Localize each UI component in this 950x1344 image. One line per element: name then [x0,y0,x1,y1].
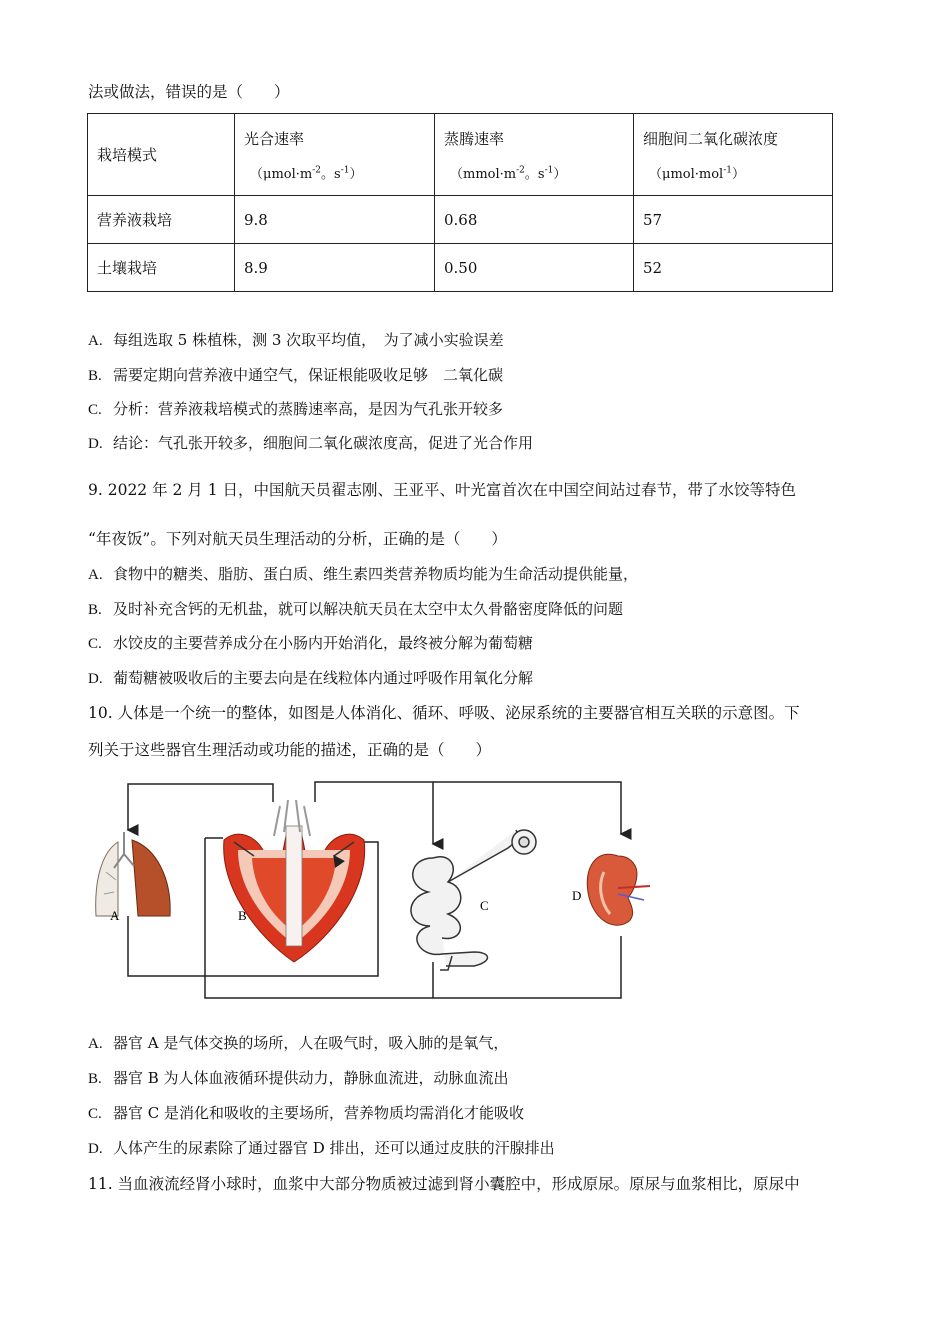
header-unit: （$mmol\cdot m^{-2}$。$s^{-1}$） [450,165,567,182]
header-cell [435,114,634,196]
table-cell: 0.50 [435,244,634,292]
label-a: A [110,908,120,923]
q8-stem-tail: 法或做法，错误的是（ ） [88,83,290,101]
q8-option-a: A. 每组选取 5 株植株，测 3 次取平均值， 为了减小实验误差 [88,331,504,349]
intestine-icon [411,830,536,970]
label-d: D [572,888,582,903]
label-c: C [480,898,489,913]
header-title: 栽培模式 [97,146,158,164]
q9-stem-line1: 9. 2022 年 2 月 1 日，中国航天员翟志刚、王亚平、叶光富首次在中国空间站过春节，带了水饺等特色 [88,481,797,499]
organ-diagram [88,776,668,1006]
header-cell [88,114,235,196]
table-cell: 52 [634,244,833,292]
header-cell [634,114,833,196]
table-cell: 8.9 [235,244,435,292]
connection-lines [128,782,621,998]
q8-option-b: B. 需要定期向营养液中通空气，保证根能吸收足够 二氧化碳 [88,366,504,384]
header-title: 光合速率 [244,129,305,148]
q9-option-a: A. 食物中的糖类、脂肪、蛋白质、维生素四类营养物质均能为生命活动提供能量， [88,565,639,583]
q10-stem-line1: 10. 人体是一个统一的整体，如图是人体消化、循环、呼吸、泌尿系统的主要器官相互关联的示意图。下 [88,704,800,722]
header-title: 蒸腾速率 [444,129,505,148]
q9-option-b: B. 及时补充含钙的无机盐，就可以解决航天员在太空中太久骨骼密度降低的问题 [88,600,624,618]
table-header-row [88,114,833,196]
table-row [88,196,833,244]
q10-option-b: B. 器官 B 为人体血液循环提供动力，静脉血流进，动脉血流出 [88,1069,509,1087]
table-cell: 土壤栽培 [88,244,235,292]
q9-stem-line2: “年夜饭”。下列对航天员生理活动的分析，正确的是（ ） [88,530,507,548]
q11-stem-line1: 11. 当血液流经肾小球时，血浆中大部分物质被过滤到肾小囊腔中，形成原尿。原尿与血浆相比，原尿中 [88,1175,800,1193]
lungs-icon [96,832,170,916]
label-b: B [238,908,247,923]
heart-icon [224,800,365,962]
table-cell: 营养液栽培 [88,196,235,244]
q9-option-d: D. 葡萄糖被吸收后的主要去向是在线粒体内通过呼吸作用氧化分解 [88,669,534,687]
q10-option-a: A. 器官 A 是气体交换的场所，人在吸气时，吸入肺的是氧气， [88,1034,509,1052]
kidney-icon [587,854,650,925]
q8-option-d: D. 结论：气孔张开较多，细胞间二氧化碳浓度高，促进了光合作用 [88,434,534,452]
header-unit: （μmol·mol$^{-1}$） [649,165,746,182]
q10-option-c: C. 器官 C 是消化和吸收的主要场所，营养物质均需消化才能吸收 [88,1104,525,1122]
q10-stem-line2: 列关于这些器官生理活动或功能的描述，正确的是（ ） [88,741,492,759]
q9-option-c: C. 水饺皮的主要营养成分在小肠内开始消化，最终被分解为葡萄糖 [88,634,534,652]
table-cell: 9.8 [235,196,435,244]
q10-option-d: D. 人体产生的尿素除了通过器官 D 排出，还可以通过皮肤的汗腺排出 [88,1139,555,1157]
table-cell: 0.68 [435,196,634,244]
table-row [88,244,833,292]
q8-option-c: C. 分析：营养液栽培模式的蒸腾速率高，是因为气孔张开较多 [88,400,504,418]
header-cell [235,114,435,196]
header-title: 细胞间二氧化碳浓度 [643,129,779,148]
header-unit: （$\mu mol\cdot m^{-2}$。$s^{-1}$） [250,165,363,182]
table-cell: 57 [634,196,833,244]
data-table [87,113,833,292]
